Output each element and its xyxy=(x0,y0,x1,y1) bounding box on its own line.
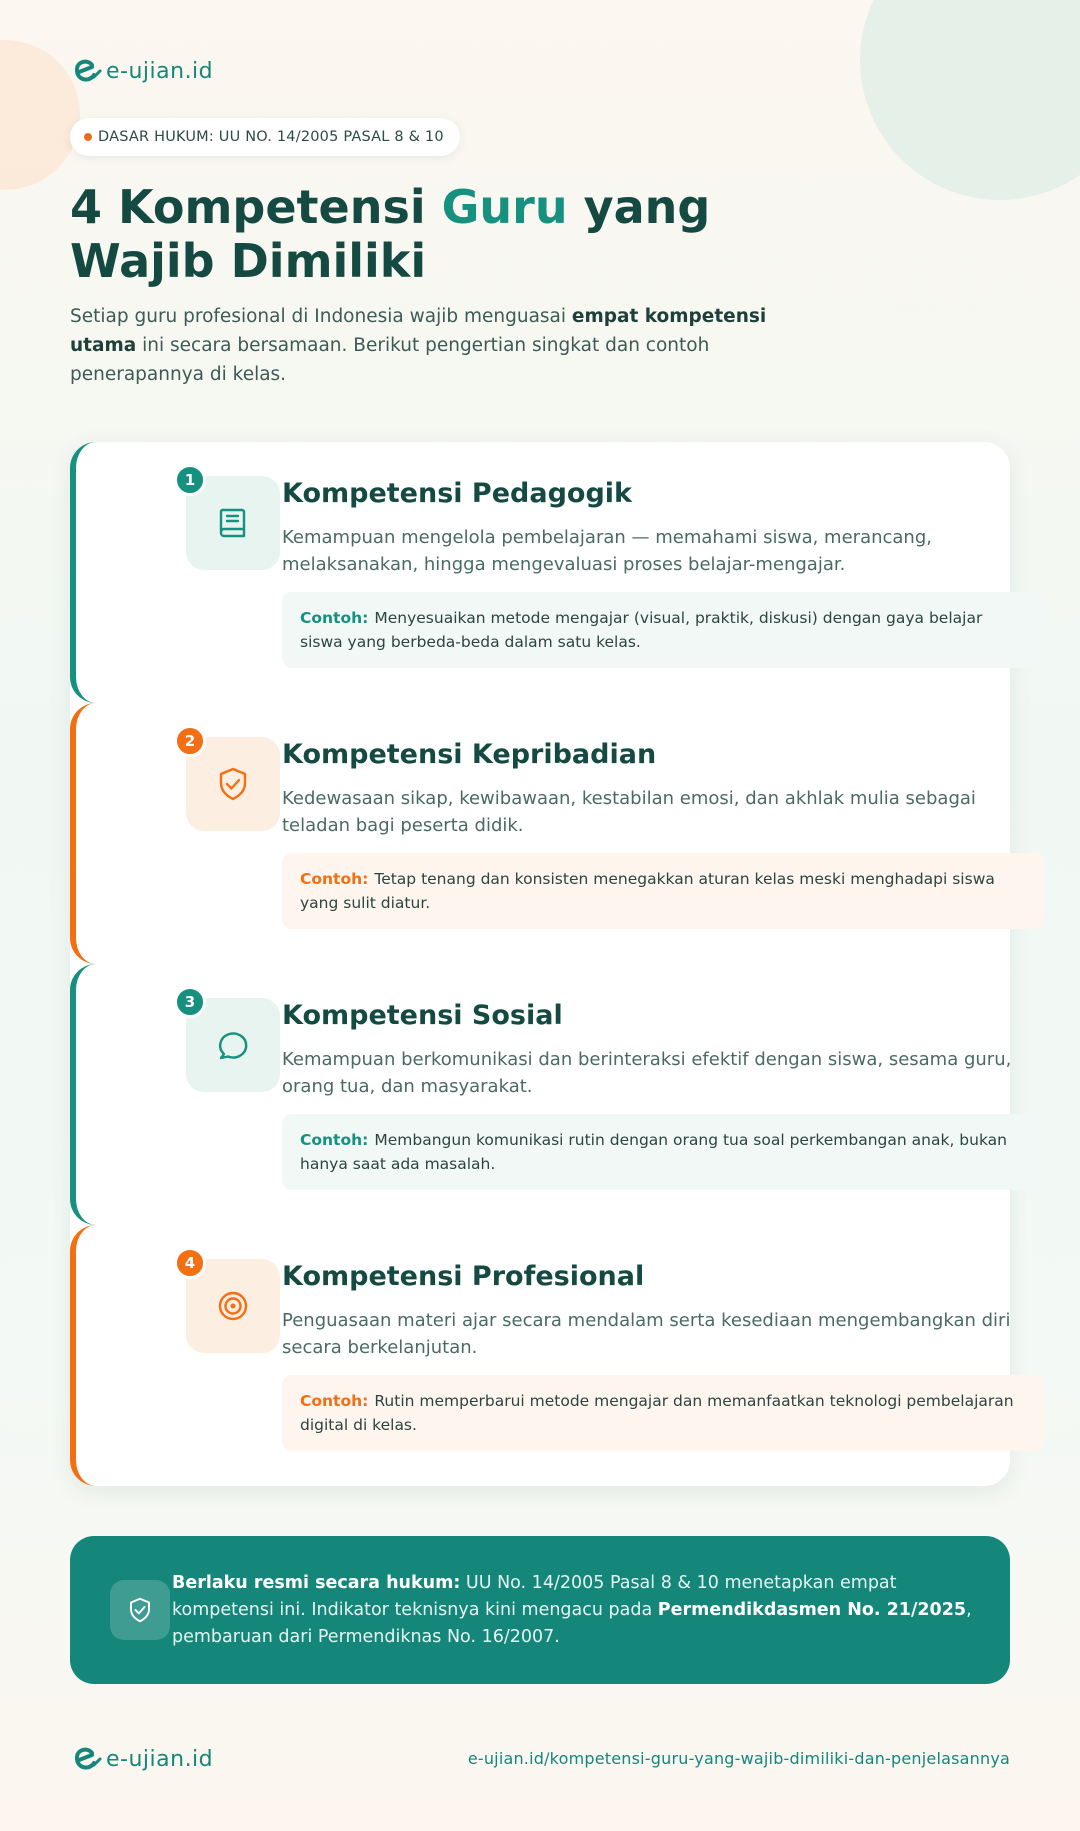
example-text: Membangun komunikasi rutin dengan orang tua soal perkembangan anak, bukan hanya saat ada masalah. xyxy=(300,1131,1007,1173)
legal-note-bold2: Permendikdasmen No. 21/2025 xyxy=(657,1600,967,1620)
competency-card-profesional xyxy=(70,1225,1014,1486)
example-box xyxy=(282,592,1044,668)
example-label: Contoh: xyxy=(300,609,369,627)
example-text: Rutin memperbarui metode mengajar dan memanfaatkan teknologi pembelajaran digital di kelas. xyxy=(300,1392,1014,1434)
shield-check-icon xyxy=(213,764,253,804)
competency-title: Kompetensi Sosial xyxy=(282,1000,563,1031)
target-icon xyxy=(213,1286,253,1326)
intro-part2: ini secara bersamaan. Berikut pengertian singkat dan contoh penerapannya di kelas. xyxy=(70,335,710,385)
legal-note-text1: UU No. 14/2005 Pasal 8 & 10 menetapkan empat kompetensi ini. Indikator teknisnya kini mengacu pada xyxy=(172,1573,897,1620)
title-accent: Guru xyxy=(441,180,568,234)
example-box xyxy=(282,853,1044,929)
brand-logo[interactable] xyxy=(70,55,213,87)
decorative-circle-left xyxy=(0,40,80,190)
legal-note-text xyxy=(172,1570,982,1651)
number-badge: 1 xyxy=(174,464,206,496)
shield-check-icon xyxy=(125,1595,155,1625)
legal-note-text2: , pembaruan dari Permendiknas No. 16/2007. xyxy=(172,1600,972,1647)
competency-title: Kompetensi Pedagogik xyxy=(282,478,632,509)
example-label: Contoh: xyxy=(300,870,369,888)
number-badge: 2 xyxy=(174,725,206,757)
legal-note-box xyxy=(70,1536,1010,1684)
chat-bubble-icon xyxy=(213,1025,253,1065)
example-label: Contoh: xyxy=(300,1131,369,1149)
number-badge: 3 xyxy=(174,986,206,1018)
example-text: Tetap tenang dan konsisten menegakkan aturan kelas meski menghadapi siswa yang sulit diatur. xyxy=(300,870,995,912)
competency-description: Kemampuan berkomunikasi dan berinteraksi efektif dengan siswa, sesama guru, orang tua, dan masyarakat. xyxy=(282,1049,1012,1097)
legal-basis-badge xyxy=(70,118,460,156)
competency-card-pedagogik xyxy=(70,442,1010,703)
competency-card-kepribadian xyxy=(70,703,1010,964)
intro-bold: empat kompetensi utama xyxy=(70,306,767,356)
competency-description: Kedewasaan sikap, kewibawaan, kestabilan emosi, dan akhlak mulia sebagai teladan bagi peserta didik. xyxy=(282,788,976,836)
badge-label: DASAR HUKUM: UU NO. 14/2005 PASAL 8 & 10 xyxy=(98,129,444,145)
competency-list xyxy=(70,442,1014,1486)
book-icon xyxy=(213,503,253,543)
example-box xyxy=(282,1375,1044,1451)
logo-mark-icon xyxy=(70,55,102,87)
competency-title: Kompetensi Kepribadian xyxy=(282,739,657,770)
intro-part1: Setiap guru profesional di Indonesia wajib menguasai xyxy=(70,306,572,327)
title-prefix: 4 Kompetensi xyxy=(70,180,442,234)
legal-note-icon-box xyxy=(110,1580,170,1640)
example-label: Contoh: xyxy=(300,1392,369,1410)
competency-description: Penguasaan materi ajar secara mendalam serta kesediaan mengembangkan diri secara berkelanjutan. xyxy=(282,1310,1011,1358)
intro-paragraph xyxy=(70,302,790,389)
footer-logo-text: e-ujian.id xyxy=(106,1746,214,1772)
logo-mark-icon xyxy=(70,1743,102,1775)
page-title xyxy=(70,180,870,288)
logo-text: e-ujian.id xyxy=(106,58,214,84)
footer-url-link[interactable]: e-ujian.id/kompetensi-guru-yang-wajib-dimiliki-dan-penjelasannya xyxy=(467,1749,1010,1768)
number-badge: 4 xyxy=(174,1247,206,1279)
legal-note-bold1: Berlaku resmi secara hukum: xyxy=(172,1573,461,1593)
decorative-circle-right xyxy=(860,0,1080,200)
competency-description: Kemampuan mengelola pembelajaran — memahami siswa, merancang, melaksanakan, hingga mengevaluasi proses belajar-mengajar. xyxy=(282,527,932,575)
title-suffix: yang Wajib Dimiliki xyxy=(70,180,711,288)
competency-title: Kompetensi Profesional xyxy=(282,1261,645,1292)
footer-logo[interactable] xyxy=(70,1743,213,1775)
badge-dot xyxy=(84,133,92,141)
example-box xyxy=(282,1114,1044,1190)
example-text: Menyesuaikan metode mengajar (visual, praktik, diskusi) dengan gaya belajar siswa yang berbeda-beda dalam satu kelas. xyxy=(300,609,983,651)
competency-card-sosial xyxy=(70,964,1010,1225)
